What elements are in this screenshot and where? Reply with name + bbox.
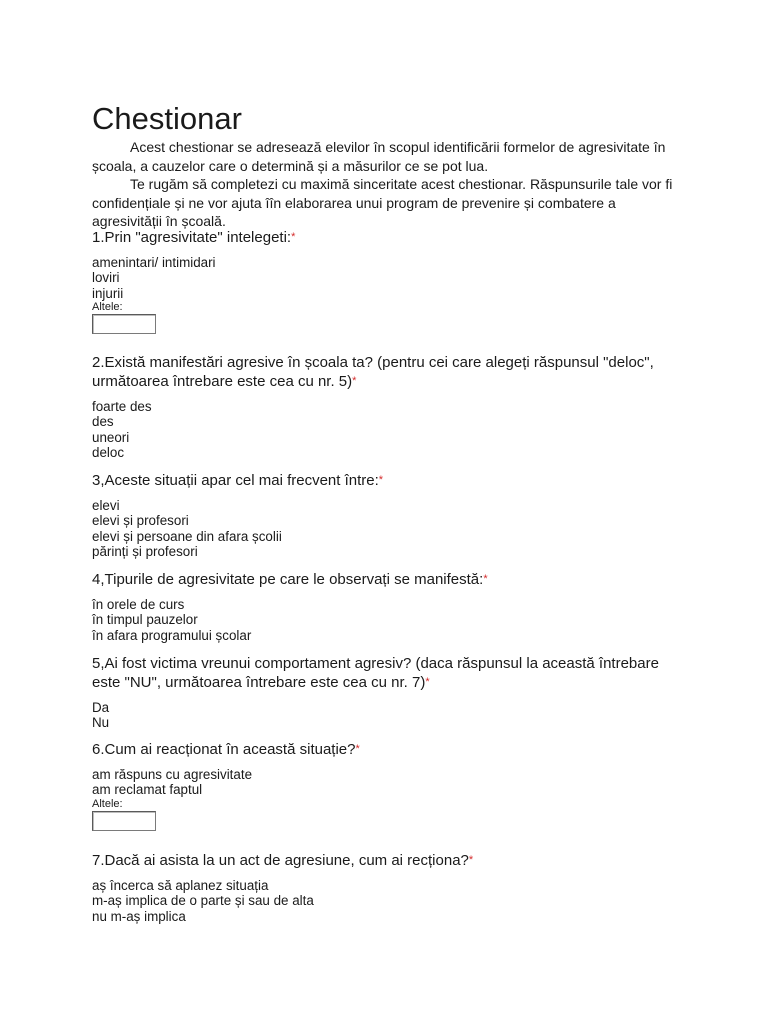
question-1 — [92, 228, 682, 334]
option[interactable]: des — [92, 414, 114, 430]
option[interactable]: foarte des — [92, 399, 152, 414]
other-input[interactable] — [92, 811, 156, 831]
option[interactable]: Da — [92, 700, 110, 715]
options-list — [92, 399, 682, 461]
option[interactable]: în timpul pauzelor — [92, 612, 198, 628]
question-4 — [92, 570, 682, 643]
question-title: 6.Cum ai reacționat în această situație?* — [92, 741, 360, 758]
question-title: 3,Aceste situații apar cel mai frecvent între:* — [92, 472, 384, 489]
intro-text — [92, 138, 682, 231]
required-marker: * — [352, 375, 357, 387]
options-list — [92, 255, 682, 334]
required-marker: * — [291, 231, 296, 243]
option[interactable]: Nu — [92, 715, 110, 731]
option[interactable]: elevi — [92, 498, 120, 513]
option[interactable]: elevi și profesori — [92, 513, 189, 529]
required-marker: * — [378, 474, 384, 486]
option[interactable]: am reclamat faptul — [92, 782, 203, 798]
option[interactable]: uneori — [92, 429, 130, 445]
intro-paragraph: Te rugăm să completezi cu maximă sinceritate acest chestionar. Răspunsurile tale vor fi confidențiale și ne vor ajuta îîn elaborarea unui program de prevenire și combatere a agresivității în școală. — [92, 176, 673, 230]
required-marker: * — [483, 573, 488, 585]
other-input[interactable] — [92, 314, 156, 334]
question-7 — [92, 851, 682, 924]
options-list — [92, 597, 682, 643]
question-title: 1.Prin "agresivitate" intelegeti:* — [92, 229, 296, 246]
question-title: 4,Tipurile de agresivitate pe care le observați se manifestă:* — [92, 571, 488, 588]
question-title: 2.Există manifestări agresive în școala ta? (pentru cei care alegeți răspunsul "deloc", următoarea întrebare este cea cu nr. 5)* — [92, 354, 654, 390]
options-list — [92, 498, 682, 560]
option[interactable]: amenintari/ intimidari — [92, 255, 216, 270]
option[interactable]: în afara programului școlar — [92, 627, 252, 643]
question-6 — [92, 740, 682, 831]
required-marker: * — [425, 676, 430, 688]
options-list — [92, 700, 682, 731]
option[interactable]: deloc — [92, 445, 125, 461]
required-marker: * — [355, 743, 360, 755]
option[interactable]: injurii — [92, 285, 124, 301]
question-5 — [92, 654, 682, 731]
option[interactable]: aș încerca să aplanez situația — [92, 878, 269, 893]
options-list — [92, 878, 682, 924]
question-title: 7.Dacă ai asista la un act de agresiune, cum ai recționa?* — [92, 852, 474, 869]
option[interactable]: am răspuns cu agresivitate — [92, 767, 253, 782]
option[interactable]: părinți și profesori — [92, 544, 198, 560]
option[interactable]: în orele de curs — [92, 597, 185, 612]
option[interactable]: loviri — [92, 270, 120, 286]
other-label: Altele: — [92, 797, 123, 810]
option[interactable]: m-aș implica de o parte și sau de alta — [92, 893, 314, 909]
required-marker: * — [468, 854, 474, 866]
intro-paragraph: Acest chestionar se adresează elevilor în scopul identificării formelor de agresivitate în școala, a cauzelor care o determină și a măsurilor ce se pot lua. — [92, 139, 666, 174]
other-label: Altele: — [92, 301, 123, 314]
question-3 — [92, 471, 682, 560]
page-title: Chestionar — [92, 101, 242, 136]
question-2 — [92, 353, 682, 461]
option[interactable]: elevi și persoane din afara școlii — [92, 528, 282, 544]
option[interactable]: nu m-aș implica — [92, 908, 186, 924]
question-title: 5,Ai fost victima vreunui comportament agresiv? (daca răspunsul la această întrebare este "NU", următoarea întrebare este cea cu nr. 7)* — [92, 655, 659, 691]
options-list — [92, 767, 682, 831]
